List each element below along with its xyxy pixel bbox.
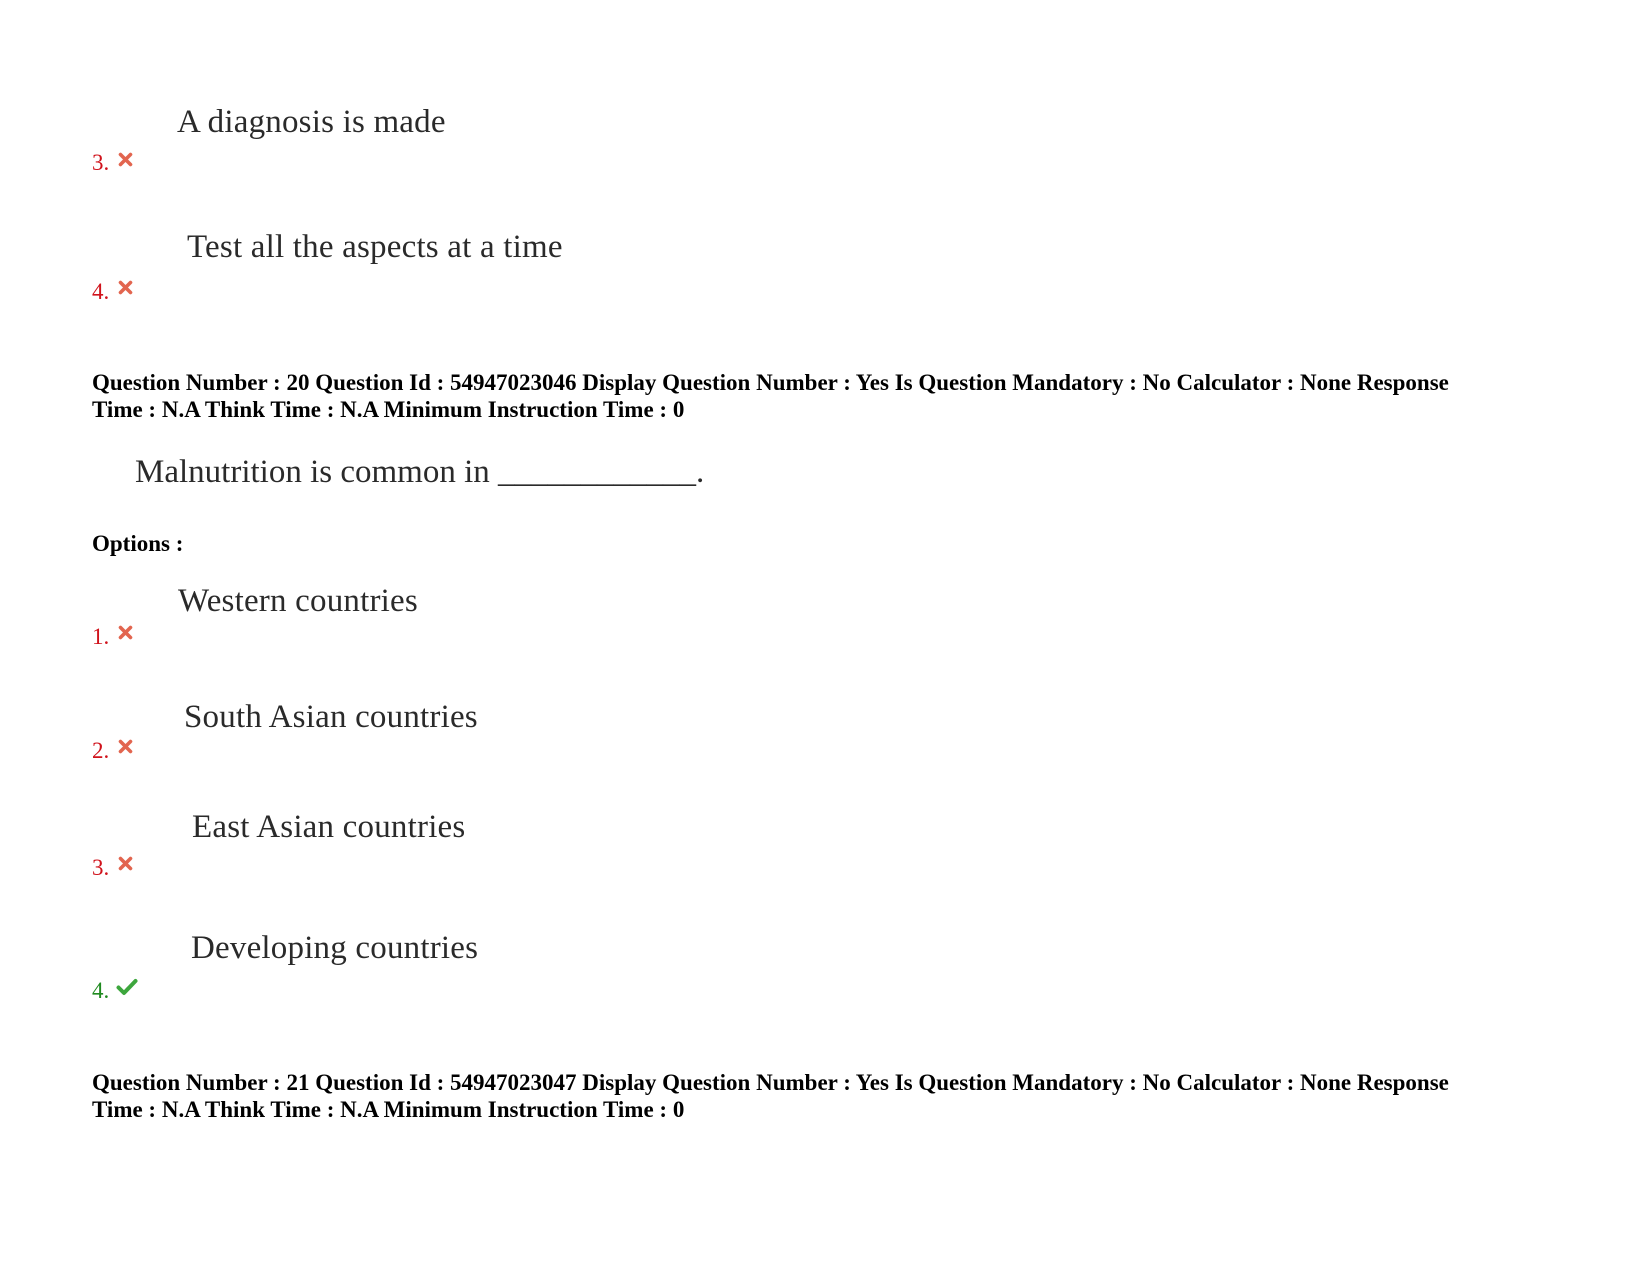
option-text: Western countries: [178, 583, 418, 619]
option-text: East Asian countries: [192, 809, 466, 845]
option-text: Developing countries: [191, 930, 479, 966]
option-number: 2.: [92, 738, 110, 763]
question-meta-line: Question Number : 20 Question Id : 54947023046 Display Question Number : Yes Is Question Mandatory : No Calculator : None Response: [92, 370, 1449, 395]
options-label: Options :: [92, 531, 184, 556]
check-icon: [116, 978, 138, 996]
option-number: 3.: [92, 855, 110, 880]
option-number: 4.: [92, 978, 110, 1003]
cross-icon: [118, 152, 133, 167]
option-number: 4.: [92, 279, 110, 304]
cross-icon: [118, 625, 133, 640]
option-text: South Asian countries: [184, 699, 478, 735]
cross-icon: [118, 856, 133, 871]
question-text: Malnutrition is common in ____________.: [135, 454, 705, 490]
option-number: 1.: [92, 624, 110, 649]
option-text: A diagnosis is made: [177, 104, 446, 140]
cross-icon: [118, 280, 133, 295]
question-meta-line: Time : N.A Think Time : N.A Minimum Instruction Time : 0: [92, 397, 685, 422]
question-meta-line: Question Number : 21 Question Id : 54947023047 Display Question Number : Yes Is Question Mandatory : No Calculator : None Response: [92, 1070, 1449, 1095]
option-text: Test all the aspects at a time: [187, 229, 563, 265]
option-number: 3.: [92, 150, 110, 175]
cross-icon: [118, 739, 133, 754]
question-meta-line: Time : N.A Think Time : N.A Minimum Instruction Time : 0: [92, 1097, 685, 1122]
question-meta: [92, 369, 1562, 423]
question-meta: [92, 1069, 1562, 1123]
